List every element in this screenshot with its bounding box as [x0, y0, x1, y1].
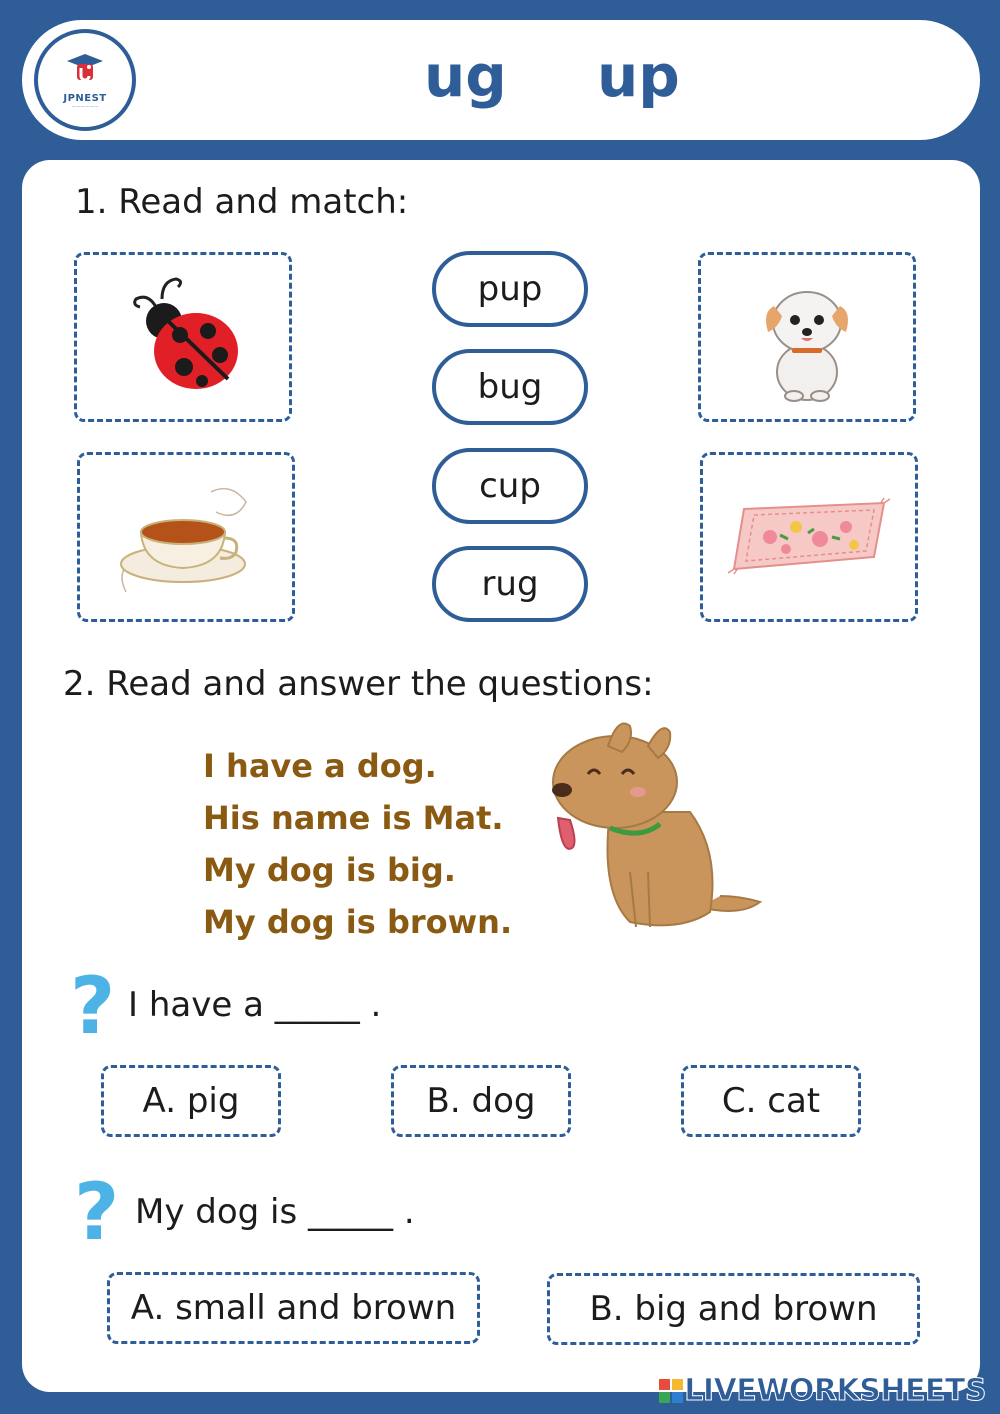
word-bug[interactable]: bug: [432, 349, 588, 425]
question-2-option-b[interactable]: B. big and brown: [547, 1273, 920, 1345]
liveworksheets-logo-icon: [658, 1378, 684, 1404]
ladybug-picture: [118, 277, 248, 397]
word-cup[interactable]: cup: [432, 448, 588, 524]
match-box-ladybug[interactable]: [74, 252, 292, 422]
word-pup[interactable]: pup: [432, 251, 588, 327]
liveworksheets-watermark: [658, 1373, 986, 1408]
puppy-picture: [752, 272, 862, 402]
dog-picture: [530, 722, 770, 937]
section-2-title: 2. Read and answer the questions:: [63, 664, 654, 704]
rug-picture: [724, 497, 894, 577]
header-bar: [22, 20, 980, 140]
watermark-text: LIVEWORKSHEETS: [684, 1373, 986, 1408]
question-1-text: I have a _____ .: [128, 985, 382, 1025]
graduation-cap-icon: [63, 52, 107, 92]
question-1-option-b[interactable]: B. dog: [391, 1065, 571, 1137]
question-mark-icon: ?: [70, 962, 116, 1052]
logo: [34, 29, 136, 131]
story-line: My dog is brown.: [203, 903, 513, 941]
match-box-rug[interactable]: [700, 452, 918, 622]
question-1-option-c[interactable]: C. cat: [681, 1065, 861, 1137]
title-word-ug: ug: [424, 42, 507, 110]
match-box-puppy[interactable]: [698, 252, 916, 422]
title-word-up: up: [597, 42, 680, 110]
word-rug[interactable]: rug: [432, 546, 588, 622]
story-line: I have a dog.: [203, 747, 437, 785]
question-2-text: My dog is _____ .: [135, 1192, 415, 1232]
story-line: My dog is big.: [203, 851, 456, 889]
story-text: [203, 740, 512, 948]
logo-tagline-mark: ·····················: [71, 103, 99, 109]
question-mark-icon: ?: [74, 1168, 120, 1258]
logo-text: JPNEST: [63, 92, 107, 104]
teacup-picture: [111, 472, 261, 602]
story-line: His name is Mat.: [203, 799, 504, 837]
question-2-option-a[interactable]: A. small and brown: [107, 1272, 480, 1344]
section-1-title: 1. Read and match:: [75, 182, 409, 222]
question-1-option-a[interactable]: A. pig: [101, 1065, 281, 1137]
match-box-teacup[interactable]: [77, 452, 295, 622]
